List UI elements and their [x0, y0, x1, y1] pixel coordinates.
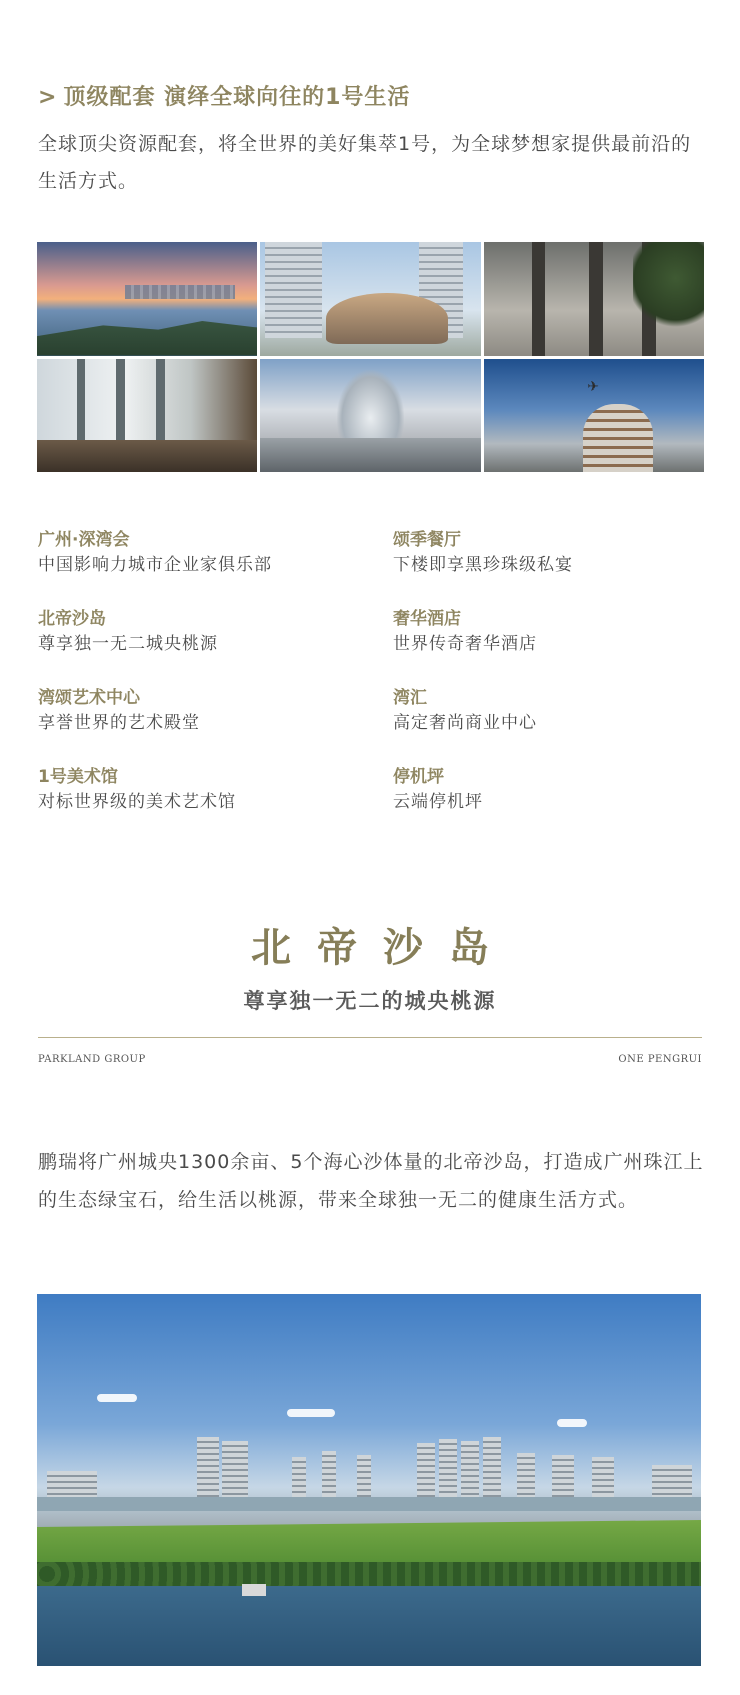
intro-paragraph: 全球顶尖资源配套，将全世界的美好集萃1号，为全球梦想家提供最前沿的生活方式。	[38, 133, 692, 192]
feature-title: 湾汇	[393, 688, 427, 708]
feature-title: 奢华酒店	[393, 609, 461, 629]
feature-title: 1号美术馆	[38, 767, 118, 787]
divider	[38, 1037, 702, 1038]
feature-desc: 尊享独一无二城央桃源	[38, 634, 218, 654]
feature-item	[393, 607, 708, 657]
feature-desc: 对标世界级的美术艺术馆	[38, 792, 236, 812]
helicopter-icon: ✈	[587, 378, 599, 395]
section-heading-text: 顶级配套 演绎全球向往的1号生活	[63, 85, 411, 110]
section-heading	[38, 80, 410, 111]
island-panorama-photo	[37, 1294, 701, 1666]
feature-desc: 云端停机坪	[393, 792, 483, 812]
island-title: 北帝沙岛	[251, 924, 515, 971]
chevron-right-icon: >	[38, 85, 58, 110]
feature-desc: 中国影响力城市企业家俱乐部	[38, 555, 272, 575]
photo-helipad-tower	[484, 359, 704, 473]
brand-right-label: ONE PENGRUI	[618, 1054, 702, 1065]
feature-item	[38, 686, 393, 736]
photo-restaurant-interior	[37, 359, 257, 473]
feature-desc: 世界传奇奢华酒店	[393, 634, 537, 654]
feature-title: 湾颂艺术中心	[38, 688, 140, 708]
features-list	[38, 528, 708, 815]
island-subtitle: 尊享独一无二的城央桃源	[243, 989, 497, 1013]
feature-title: 广州·深湾会	[38, 530, 130, 550]
feature-desc: 高定奢尚商业中心	[393, 713, 537, 733]
feature-desc: 下楼即享黑珍珠级私宴	[393, 555, 573, 575]
feature-title: 北帝沙岛	[38, 609, 106, 629]
photo-hotel-entrance	[484, 242, 704, 356]
feature-title: 颂季餐厅	[393, 530, 461, 550]
feature-item	[38, 528, 393, 578]
photo-mall-sculpture	[260, 359, 480, 473]
island-paragraph: 鹏瑞将广州城央1300余亩、5个海心沙体量的北帝沙岛，打造成广州珠江上的生态绿宝石，给生活以桃源，带来全球独一无二的健康生活方式。	[38, 1151, 704, 1211]
feature-item	[393, 765, 708, 815]
feature-desc: 享誉世界的艺术殿堂	[38, 713, 200, 733]
photo-grid	[37, 242, 704, 472]
feature-item	[38, 765, 393, 815]
feature-title: 停机坪	[393, 767, 444, 787]
brand-left-label: PARKLAND GROUP	[38, 1054, 146, 1065]
photo-towers-podium	[260, 242, 480, 356]
feature-item	[38, 607, 393, 657]
feature-item	[393, 686, 708, 736]
feature-item	[393, 528, 708, 578]
photo-city-sunset	[37, 242, 257, 356]
